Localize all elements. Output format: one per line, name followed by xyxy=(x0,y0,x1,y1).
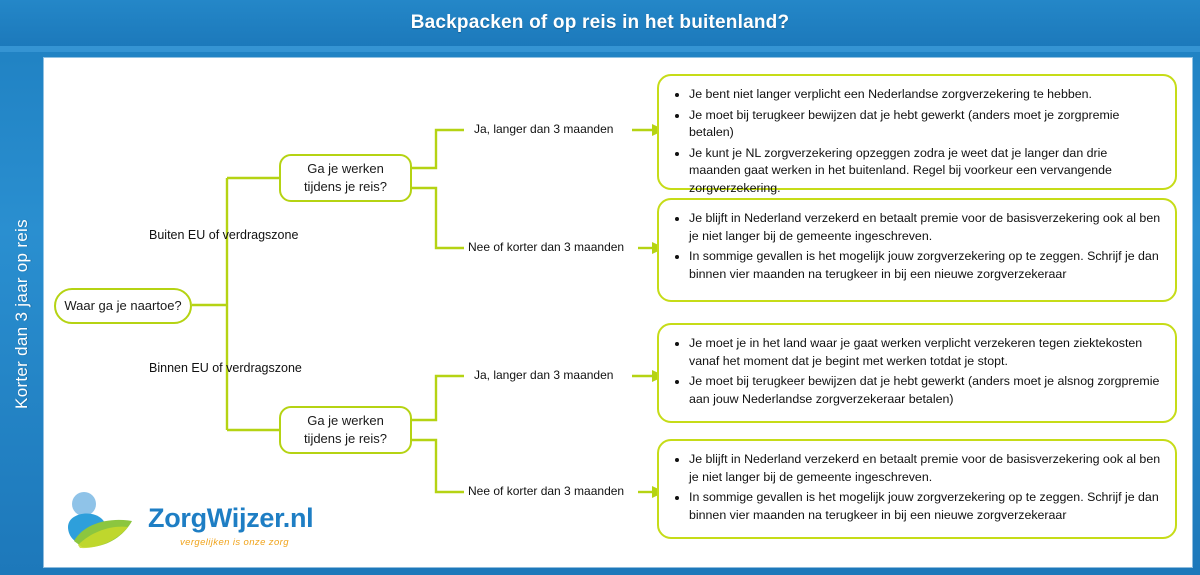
node-work-top-label: Ga je werken tijdens je reis? xyxy=(303,161,388,194)
list-item: • In sommige gevallen is het mogelijk jouw zorgverzekering op te zeggen. Schrijf je dan binnen vier maanden na terugkeer in bij een nieuwe zorgverzekeraar xyxy=(689,489,1161,524)
list-item: • Je kunt je NL zorgverzekering opzeggen zodra je weet dat je langer dan drie maanden gaat werken in het buitenland. Regel bij voorkeur een vervangende zorgverzekering. xyxy=(689,145,1161,198)
list-item: • Je moet bij terugkeer bewijzen dat je hebt gewerkt (anders moet je zorgpremie betalen) xyxy=(689,107,1161,142)
list-item: • Je moet bij terugkeer bewijzen dat je hebt gewerkt (anders moet je alsnog zorgpremie aan jouw Nederlandse zorgverzekeraar betalen) xyxy=(689,373,1161,408)
edge-label-bottom-no-text: Nee of korter dan 3 maanden xyxy=(468,484,625,498)
header-band xyxy=(0,0,1200,46)
edge-label-bottom-yes xyxy=(474,368,613,382)
list-item: • Je bent niet langer verplicht een Nederlandse zorgverzekering te hebben. xyxy=(689,86,1161,104)
node-work-bottom-label: Ga je werken tijdens je reis? xyxy=(303,413,388,446)
branch-label-inside-eu-text: Binnen EU of verdragszone xyxy=(149,361,302,375)
logo[interactable] xyxy=(62,487,352,559)
logo-wordmark xyxy=(148,503,313,534)
node-work-top xyxy=(279,154,412,202)
edge-label-top-no-text: Nee of korter dan 3 maanden xyxy=(468,240,625,254)
callout-outside-eu-not-working xyxy=(657,198,1177,302)
branch-label-outside-eu-text: Buiten EU of verdragszone xyxy=(149,228,299,242)
diagram-canvas xyxy=(44,58,1192,567)
zorgwijzer-logo-icon xyxy=(62,487,142,555)
page-title: Backpacken of op reis in het buitenland? xyxy=(410,12,790,33)
logo-word-wijzer: Wijzer.nl xyxy=(206,503,314,533)
callout-outside-eu-working xyxy=(657,74,1177,196)
callout-list xyxy=(669,335,1161,408)
callout-list xyxy=(669,451,1161,524)
edge-label-top-yes-text: Ja, langer dan 3 maanden xyxy=(474,122,614,136)
list-item: • In sommige gevallen is het mogelijk jouw zorgverzekering op te zeggen. Schrijf je dan binnen vier maanden na terugkeer in bij een nieuwe zorgverzekeraar xyxy=(689,248,1161,283)
edge-label-bottom-no xyxy=(468,484,624,498)
callout-list xyxy=(669,210,1161,283)
node-start xyxy=(54,288,192,324)
side-label-text: Korter dan 3 jaar op reis xyxy=(12,218,32,409)
callout-inside-eu-not-working xyxy=(657,439,1177,539)
list-item: • Je blijft in Nederland verzekerd en betaalt premie voor de basisverzekering ook al ben je niet langer bij de gemeente ingeschreven. xyxy=(689,210,1161,245)
list-item: • Je blijft in Nederland verzekerd en betaalt premie voor de basisverzekering ook al ben je niet langer bij de gemeente ingeschreven. xyxy=(689,451,1161,486)
node-work-bottom xyxy=(279,406,412,454)
branch-label-inside-eu xyxy=(149,361,302,375)
callout-list xyxy=(669,86,1161,198)
logo-word-zorg: Zorg xyxy=(148,503,207,533)
side-label xyxy=(0,52,44,575)
edge-label-bottom-yes-text: Ja, langer dan 3 maanden xyxy=(474,368,614,382)
edge-label-top-no xyxy=(468,240,624,254)
edge-label-top-yes xyxy=(474,122,613,136)
list-item: • Je moet je in het land waar je gaat werken verplicht verzekeren tegen ziektekosten vanaf het moment dat je begint met werken totdat je stopt. xyxy=(689,335,1161,370)
branch-label-outside-eu xyxy=(149,228,298,242)
callout-inside-eu-working xyxy=(657,323,1177,423)
logo-tagline: vergelijken is onze zorg xyxy=(180,537,289,548)
header-underline xyxy=(0,46,1200,52)
node-start-label: Waar ga je naartoe? xyxy=(64,298,182,314)
